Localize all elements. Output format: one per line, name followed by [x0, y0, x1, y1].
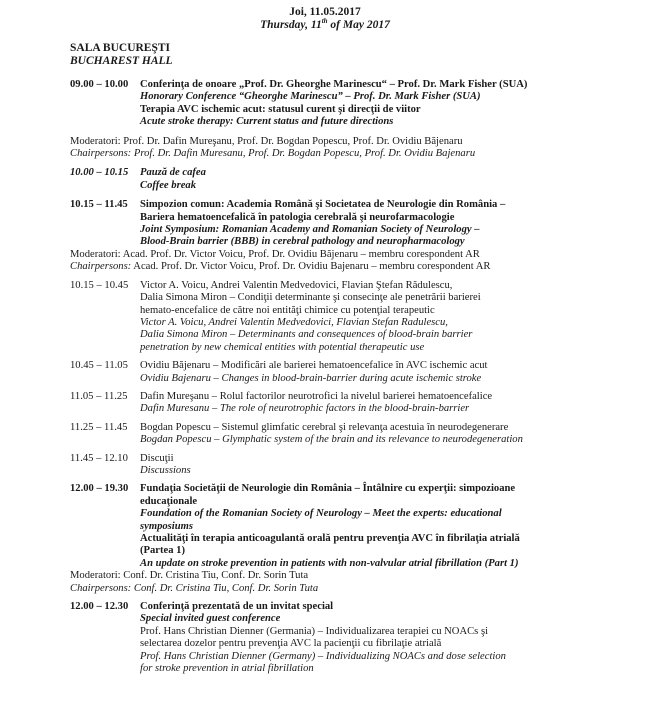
talk-row: [70, 422, 645, 447]
talk-line-ro: Discuţii: [140, 452, 174, 464]
chairpersons-line: Chairpersons: Acad. Prof. Dr. Victor Voicu, Prof. Dr. Ovidiu Bajenaru – membru corespondent AR: [70, 261, 491, 273]
talk-line-en: Discussions: [140, 464, 191, 476]
session-time: 12.00 – 19.30: [70, 483, 129, 495]
session-title-en: Honorary Conference “Gheorghe Marinescu” – Prof. Dr. Mark Fisher (SUA): [140, 91, 481, 103]
session-title-ro-2: Bariera hematoencefalică în patologia cerebrală şi neurofarmacologie: [140, 211, 455, 223]
session-title-ro: Pauză de cafea: [140, 167, 206, 179]
session-title-ro-1: Fundaţia Societăţii de Neurologie din România – Întâlnire cu experţii: simpozioane: [140, 483, 516, 495]
session-invited-guest: [70, 601, 645, 675]
date-en: Thursday, 11th of May 2017: [260, 17, 390, 31]
session-title-en-1: Joint Symposium: Romanian Academy and Romanian Society of Neurology –: [140, 224, 480, 236]
talk-time: 10.15 – 10.45: [70, 279, 129, 291]
talk-line-en: Dalia Simona Miron – Determinants and consequences of blood-brain barrier: [140, 329, 473, 341]
hall-title: [70, 42, 173, 68]
chairpersons-line: Chairpersons: Prof. Dr. Dafin Muresanu, Prof. Dr. Bogdan Popescu, Prof. Dr. Ovidiu Bajenaru: [70, 148, 476, 160]
guest-line-ro-2: selectarea dozelor pentru prevenţia AVC la pacienţii cu fibrilaţie atrială: [140, 638, 442, 650]
session-title-en-1: Foundation of the Romanian Society of Neurology – Meet the experts: educational: [140, 508, 502, 520]
date-ro: Joi, 11.05.2017: [289, 6, 361, 18]
session-topic-ro: Terapia AVC ischemic acut: statusul curent şi direcţii de viitor: [140, 103, 421, 115]
talk-line-en: Victor A. Voicu, Andrei Valentin Medvedovici, Flavian Stefan Radulescu,: [140, 316, 448, 328]
talk-row: [70, 391, 645, 416]
talk-line-en: Bogdan Popescu – Glymphatic system of the brain and its relevance to neurodegeneration: [140, 434, 523, 446]
session-title-en: Coffee break: [140, 179, 196, 191]
session-title-ro: Conferinţă prezentată de un invitat special: [140, 601, 334, 613]
hall-name-en: BUCHAREST HALL: [70, 55, 173, 67]
session-honorary-conference: [70, 79, 645, 129]
chairpersons-line: Chairpersons: Conf. Dr. Cristina Tiu, Conf. Dr. Sorin Tuta: [70, 582, 319, 594]
hall-name-ro: SALA BUCUREŞTI: [70, 42, 171, 54]
talk-line-ro: Dalia Simona Miron – Condiţii determinante şi consecinţe ale penetrării barierei: [140, 292, 481, 304]
session-title-en-2: Blood-Brain barrier (BBB) in cerebral pathology and neuropharmacology: [140, 236, 465, 248]
guest-line-en-1: Prof. Hans Christian Dienner (Germany) – Individualizing NOACs and dose selection: [140, 650, 506, 662]
session-title-en: Special invited guest conference: [140, 613, 281, 625]
talk-line-ro: Bogdan Popescu – Sistemul glimfatic cerebral şi relevanţa acestuia în neurodegenerare: [140, 421, 509, 433]
talk-line-ro: Dafin Mureşanu – Rolul factorilor neurotrofici la nivelul barierei hematoencefalice: [140, 390, 493, 402]
session-time: 09.00 – 10.00: [70, 79, 129, 90]
talk-line-en: penetration by new chemical entities with potential therapeutic use: [140, 341, 425, 353]
talk-line-en: Dafin Muresanu – The role of neurotrophic factors in the blood-brain-barrier: [140, 403, 470, 415]
talk-line-ro: Ovidiu Băjenaru – Modificări ale barierei hematoencefalice în AVC ischemic acut: [140, 360, 488, 372]
talk-line-en: Ovidiu Bajenaru – Changes in blood-brain-barrier during acute ischemic stroke: [140, 372, 482, 384]
talk-time: 11.25 – 11.45: [70, 421, 128, 433]
session-topic-ro-1: Actualităţi în terapia anticoagulantă orală pentru prevenţia AVC în fibrilaţia atrială: [140, 533, 520, 544]
talk-row: [70, 280, 645, 354]
session-title-ro-1: Simpozion comun: Academia Română şi Societatea de Neurologie din România –: [140, 199, 506, 211]
guest-line-en-2: for stroke prevention in atrial fibrillation: [140, 663, 314, 675]
day-header: [0, 0, 650, 32]
session-title-en-2: symposiums: [140, 520, 193, 532]
talk-time: 11.05 – 11.25: [70, 390, 128, 402]
talk-row: [70, 453, 645, 478]
talk-line-ro: Victor A. Voicu, Andrei Valentin Medvedovici, Flavian Ştefan Rădulescu,: [140, 279, 453, 291]
guest-line-ro-1: Prof. Hans Christian Dienner (Germania) – Individualizarea terapiei cu NOACs şi: [140, 625, 489, 637]
talk-line-ro: hemato-encefalice de către noi entităţi chimice cu potenţial terapeutic: [140, 304, 435, 316]
moderators-line: Moderatori: Acad. Prof. Dr. Victor Voicu, Prof. Dr. Ovidiu Băjenaru – membru corespondent AR: [70, 248, 480, 260]
session-topic-en: An update on stroke prevention in patients with non-valvular atrial fibrillation (Part 1): [140, 557, 519, 569]
talk-list: [70, 280, 645, 484]
session-joint-symposium: [70, 199, 645, 249]
moderators-line: Moderatori: Prof. Dr. Dafin Mureşanu, Prof. Dr. Bogdan Popescu, Prof. Dr. Ovidiu Băjenaru: [70, 135, 463, 147]
session-list: [70, 79, 645, 675]
session-topic-en: Acute stroke therapy: Current status and future directions: [140, 116, 394, 128]
talk-row: [70, 360, 645, 385]
moderators-line: Moderatori: Conf. Dr. Cristina Tiu, Conf. Dr. Sorin Tuta: [70, 570, 309, 582]
talk-time: 11.45 – 12.10: [70, 452, 128, 464]
talk-time: 10.45 – 11.05: [70, 360, 128, 372]
session-time: 12.00 – 12.30: [70, 601, 129, 613]
session-title-ro: Conferinţa de onoare „Prof. Dr. Gheorghe Marinescu“ – Prof. Dr. Mark Fisher (SUA): [140, 79, 528, 90]
session-time: 10.00 – 10.15: [70, 167, 129, 179]
session-coffee-break: [70, 167, 645, 192]
session-title-ro-2: educaţionale: [140, 495, 198, 507]
session-topic-ro-2: (Partea 1): [140, 545, 185, 557]
session-foundation-experts: [70, 483, 645, 570]
session-time: 10.15 – 11.45: [70, 199, 128, 211]
